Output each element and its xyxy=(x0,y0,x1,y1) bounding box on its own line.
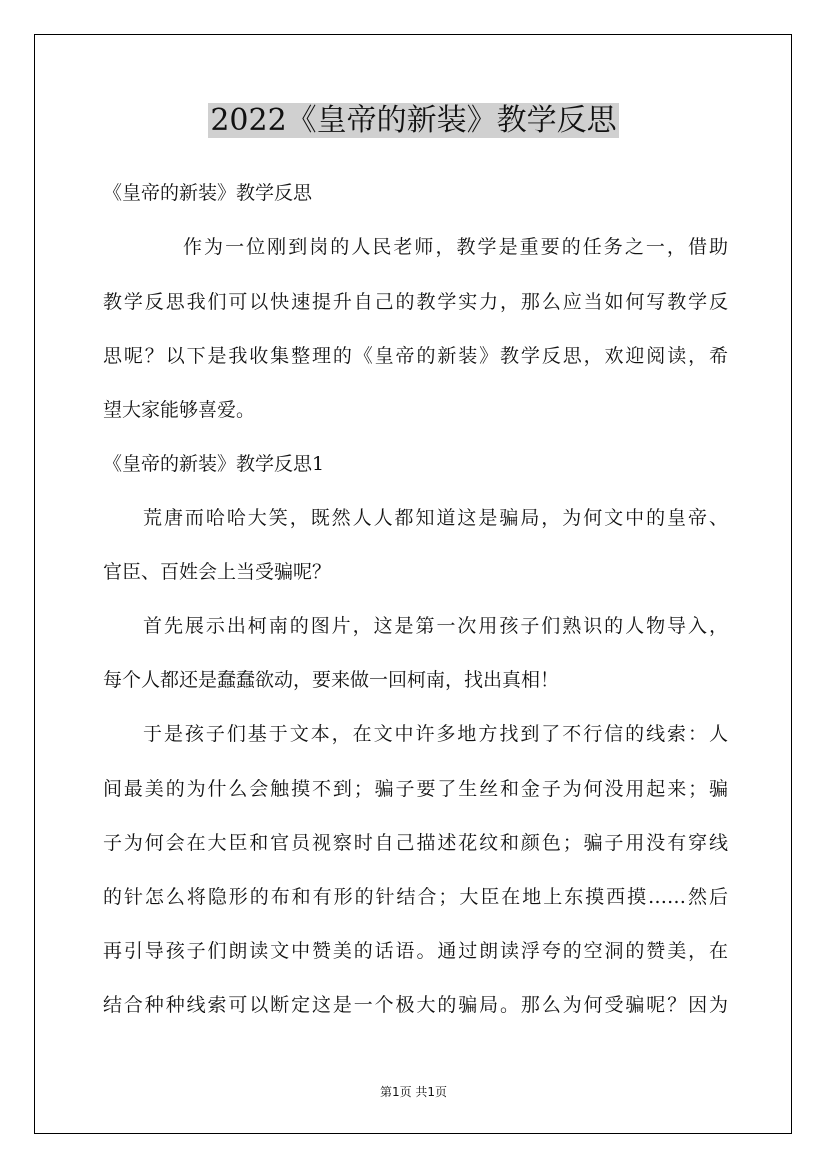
section-heading-1: 《皇帝的新装》教学反思1 xyxy=(103,453,325,475)
intro-line-4: 望大家能够喜爱。 xyxy=(103,399,256,421)
para2-line-1: 首先展示出柯南的图片，这是第一次用孩子们熟识的人物导入， xyxy=(143,615,728,637)
page-number-footer: 第1页 共1页 xyxy=(379,1085,448,1099)
para3-line-4: 的针怎么将隐形的布和有形的针结合；大臣在地上东摸西摸……然后 xyxy=(103,886,728,908)
section-heading: 《皇帝的新装》教学反思 xyxy=(103,182,313,204)
document-title xyxy=(0,100,827,142)
intro-line-2: 教学反思我们可以快速提升自己的教学实力，那么应当如何写教学反 xyxy=(103,291,728,313)
intro-line-1: 作为一位刚到岗的人民老师，教学是重要的任务之一，借助 xyxy=(183,236,728,258)
para1-line-2: 官臣、百姓会上当受骗呢？ xyxy=(103,561,332,583)
para3-line-2: 间最美的为什么会触摸不到；骗子要了生丝和金子为何没用起来；骗 xyxy=(103,778,728,800)
para3-line-5: 再引导孩子们朗读文中赞美的话语。通过朗读浮夸的空洞的赞美，在 xyxy=(103,940,728,962)
para1-line-1: 荒唐而哈哈大笑，既然人人都知道这是骗局，为何文中的皇帝、 xyxy=(143,507,728,529)
para3-line-6: 结合种种线索可以断定这是一个极大的骗局。那么为何受骗呢？因为 xyxy=(103,994,728,1016)
document-title-text: 2022《皇帝的新装》教学反思 xyxy=(210,103,617,138)
intro-line-3: 思呢？以下是我收集整理的《皇帝的新装》教学反思，欢迎阅读，希 xyxy=(103,345,728,367)
para2-line-2: 每个人都还是蠢蠢欲动，要来做一回柯南，找出真相！ xyxy=(103,669,560,691)
para3-line-1: 于是孩子们基于文本，在文中许多地方找到了不行信的线索：人 xyxy=(143,723,728,745)
para3-line-3: 子为何会在大臣和官员视察时自己描述花纹和颜色；骗子用没有穿线 xyxy=(103,832,728,854)
